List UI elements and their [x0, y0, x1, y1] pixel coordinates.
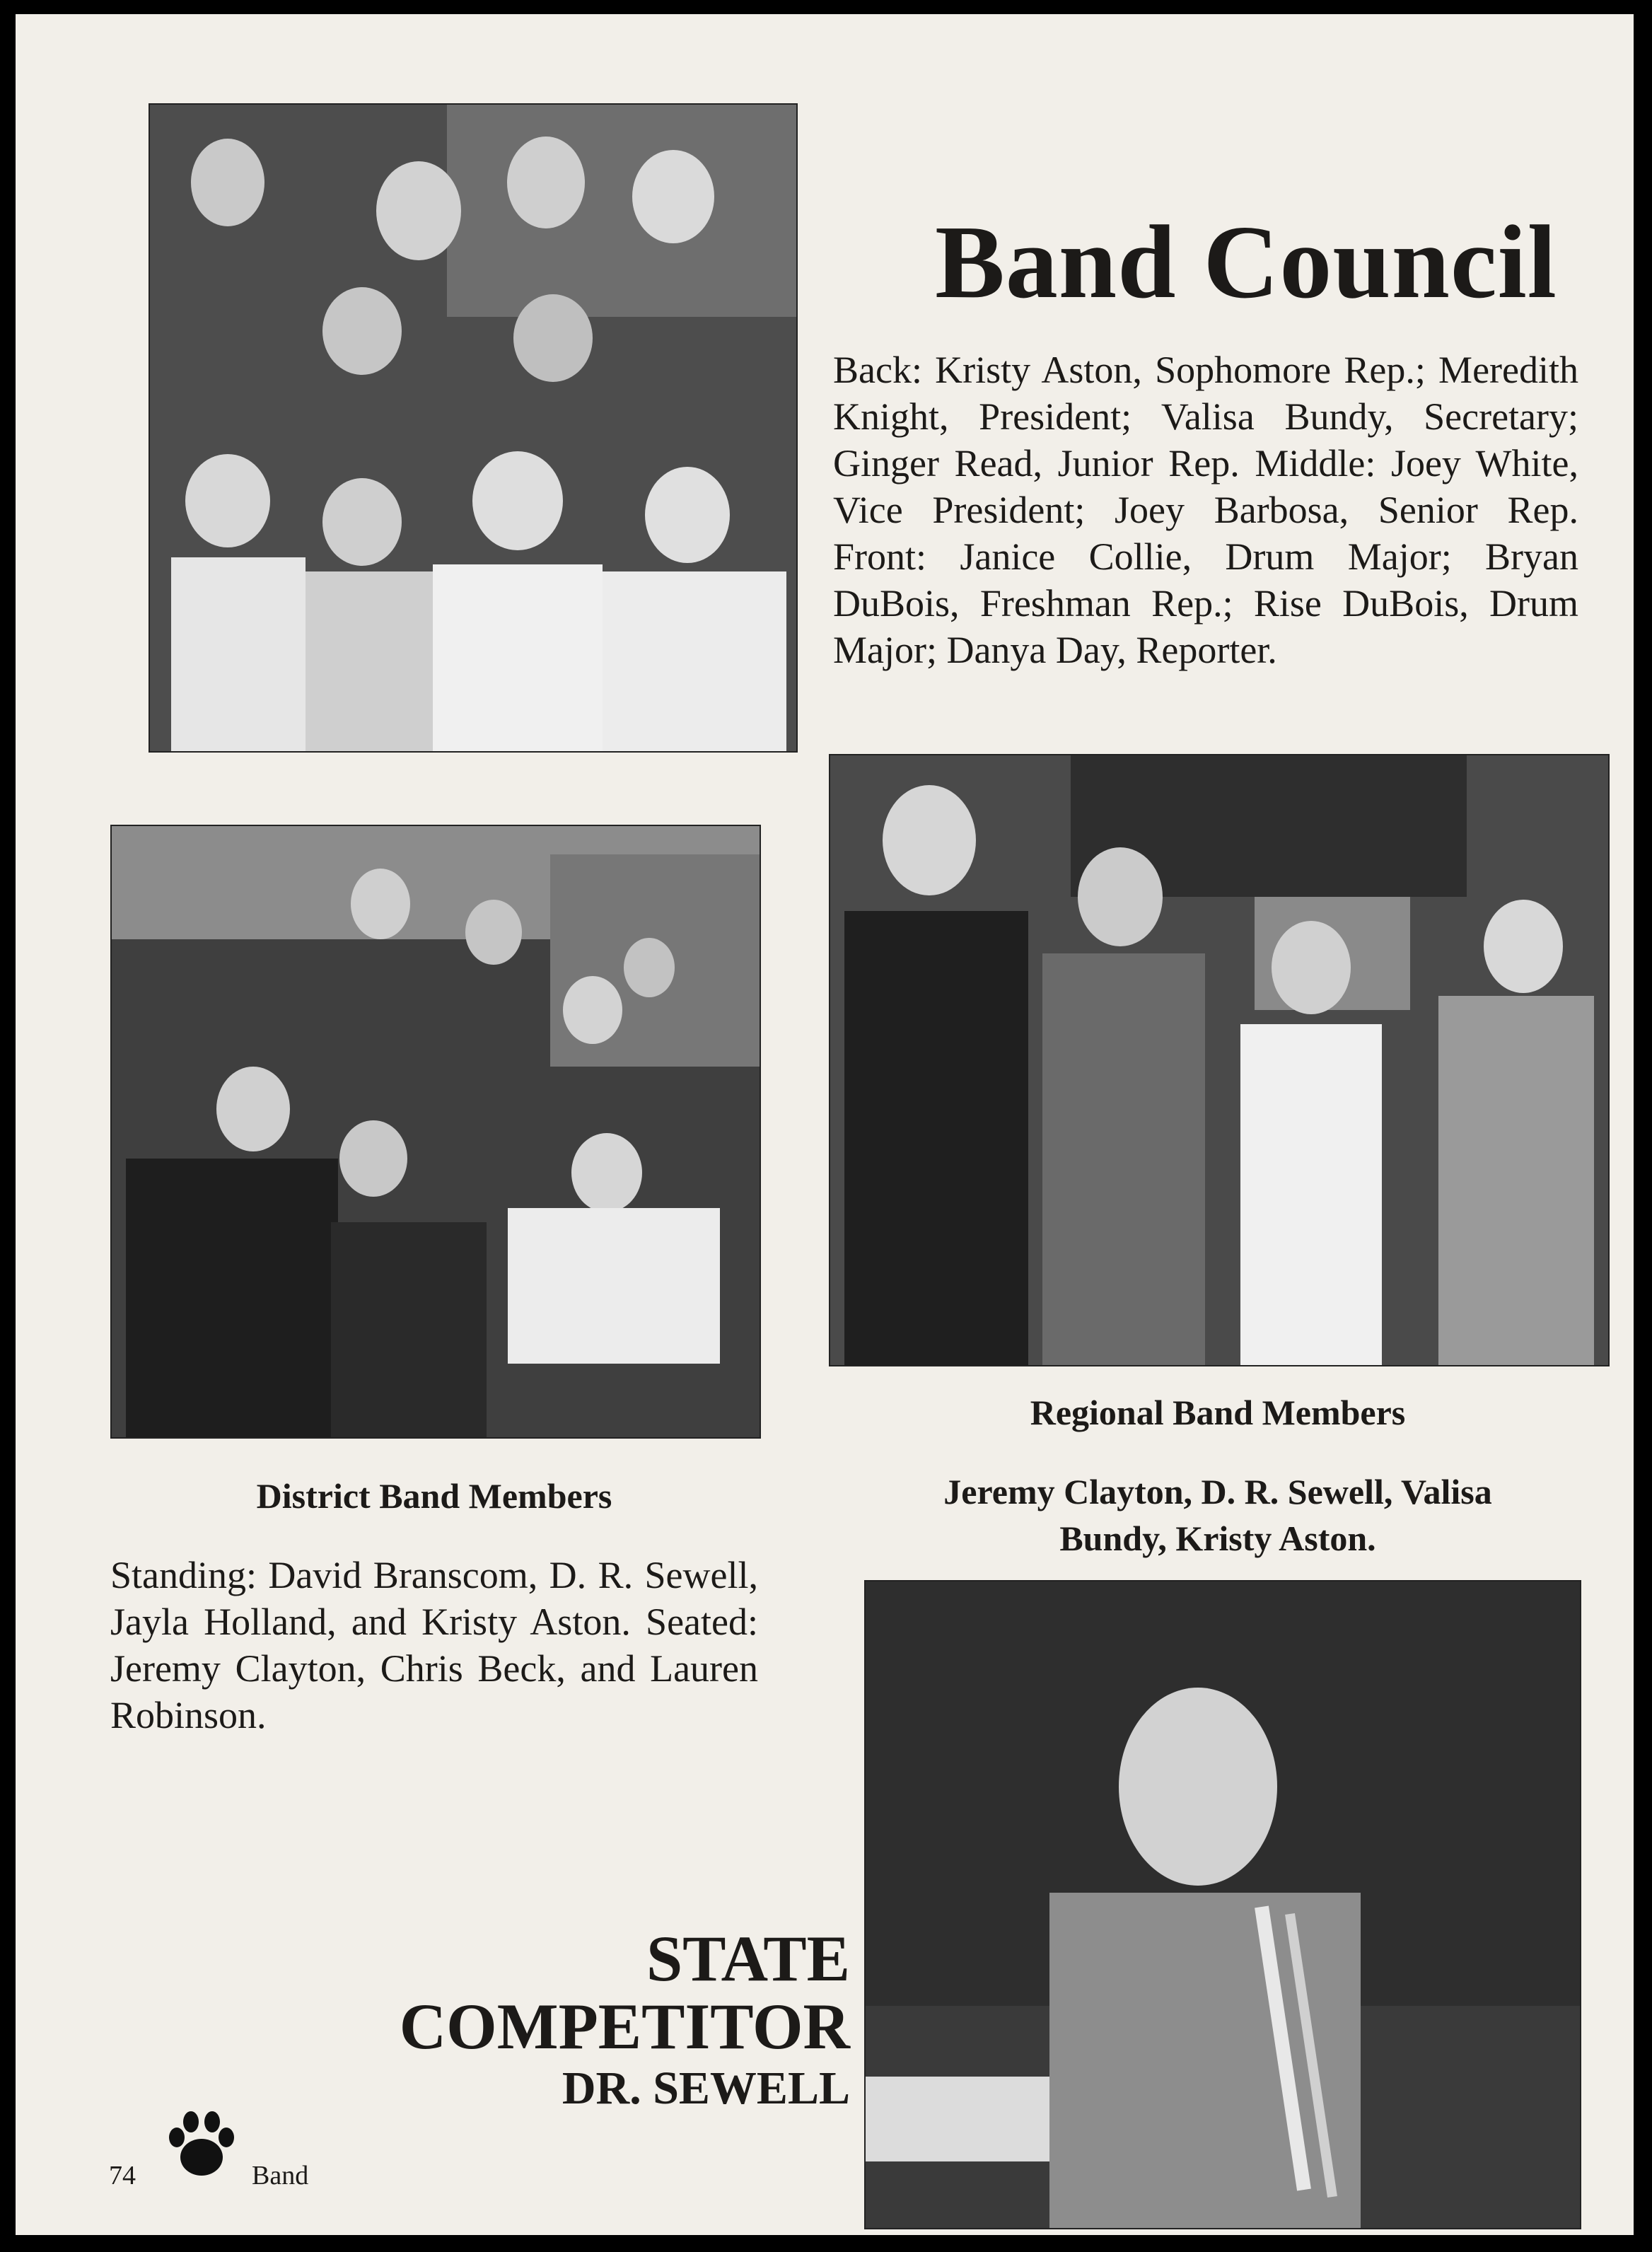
- council-caption: Back: Kristy Aston, Sophomore Rep.; Meredith Knight, President; Valisa Bundy, Secretary; Ginger Read, Junior Rep. Middle: Joey White, Vice President; Joey Barbosa, Senior Rep. Front: Janice Collie, Drum Major; Bryan DuBois, Freshman Rep.; Rise DuBois, Drum Major; Danya Day, Reporter.: [833, 349, 1578, 671]
- paw-print-icon: [163, 2106, 240, 2184]
- page-title: Band Council: [935, 204, 1557, 320]
- state-line2: COMPETITOR: [399, 1990, 850, 2062]
- yearbook-page: [16, 14, 1634, 2235]
- band-council-photo-graphic: [150, 105, 796, 751]
- regional-heading: Regional Band Members: [1030, 1393, 1406, 1432]
- regional-names-line1: Jeremy Clayton, D. R. Sewell, Valisa: [943, 1472, 1492, 1511]
- district-heading: District Band Members: [256, 1476, 612, 1516]
- page-number: 74: [109, 2161, 136, 2190]
- state-competitor-photo-graphic: [866, 1581, 1580, 2228]
- state-line3: DR. SEWELL: [562, 2062, 850, 2114]
- state-competitor-photo: [864, 1580, 1581, 2229]
- regional-names-line2: Bundy, Kristy Aston.: [1059, 1519, 1376, 1558]
- district-caption: Standing: David Branscom, D. R. Sewell, Jayla Holland, and Kristy Aston. Seated: Jeremy Clayton, Chris Beck, and Lauren Robinson.: [110, 1554, 758, 1736]
- regional-band-photo: [829, 754, 1610, 1366]
- district-band-photo-graphic: [112, 826, 760, 1437]
- band-council-photo: [149, 103, 798, 753]
- regional-band-photo-graphic: [830, 755, 1608, 1365]
- section-label: Band: [252, 2161, 309, 2190]
- district-band-photo: [110, 825, 761, 1439]
- state-line1: STATE: [646, 1922, 850, 1995]
